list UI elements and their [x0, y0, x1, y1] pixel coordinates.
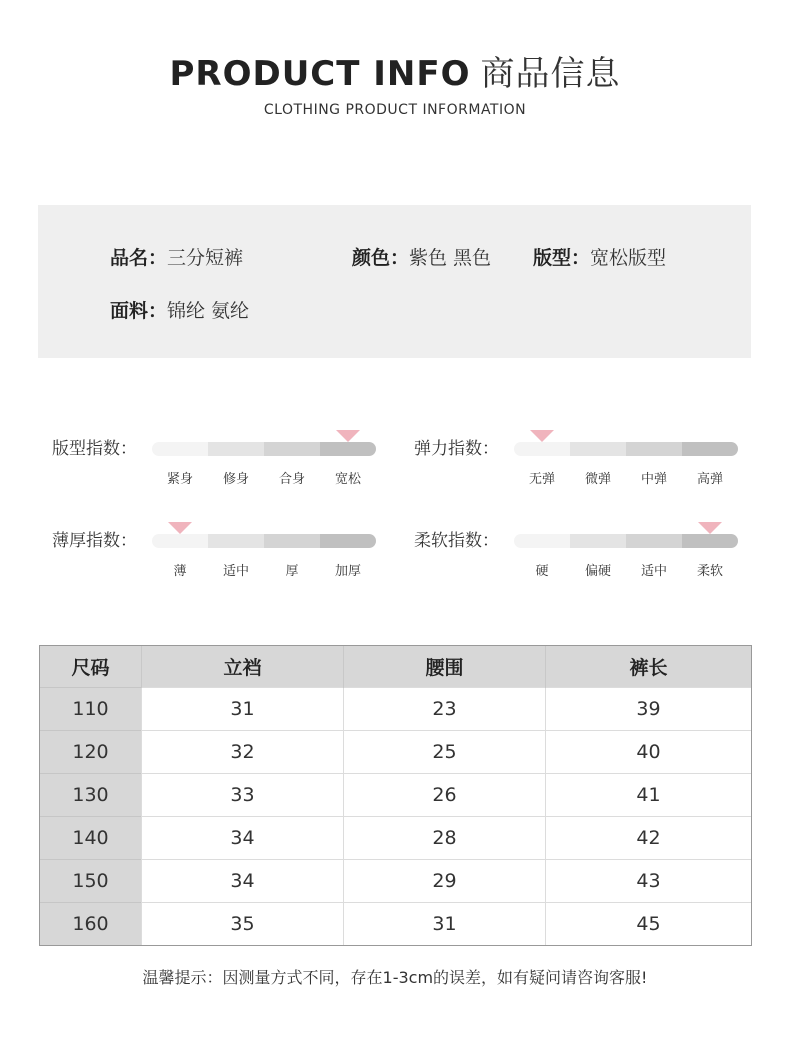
index-marker — [698, 522, 722, 534]
index-label: 柔软指数： — [414, 531, 499, 551]
table-row — [40, 903, 752, 946]
table-row — [40, 817, 752, 860]
index-bar — [514, 442, 738, 456]
table-header-row — [40, 646, 752, 688]
table-cell: 23 — [344, 688, 546, 731]
table-cell: 33 — [142, 774, 344, 817]
index-option: 偏硬 — [584, 564, 611, 579]
index-marker — [168, 522, 192, 534]
info-fit-label: 版型： — [533, 247, 591, 269]
page-title — [0, 46, 790, 95]
info-name — [110, 243, 243, 270]
table-cell: 29 — [344, 860, 546, 903]
index-marker — [530, 430, 554, 442]
title-cn: 商品信息 — [480, 54, 621, 94]
index-option: 柔软 — [696, 564, 723, 579]
page-subtitle: CLOTHING PRODUCT INFORMATION — [263, 102, 527, 118]
table-row — [40, 688, 752, 731]
index-options — [152, 560, 376, 578]
index-label: 弹力指数： — [414, 439, 499, 459]
table-cell: 34 — [142, 817, 344, 860]
table-cell: 34 — [142, 860, 344, 903]
info-color-label: 颜色： — [352, 247, 410, 269]
index-option: 加厚 — [334, 564, 361, 579]
info-color-value: 紫色 黑色 — [409, 247, 492, 269]
index-option: 无弹 — [528, 472, 555, 487]
table-cell: 32 — [142, 731, 344, 774]
header-size: 尺码 — [40, 646, 142, 688]
table-cell: 31 — [344, 903, 546, 946]
table-cell: 31 — [142, 688, 344, 731]
index-bar — [514, 534, 738, 548]
header-waist: 腰围 — [344, 646, 546, 688]
size-cell: 150 — [40, 860, 142, 903]
index-option: 宽松 — [334, 472, 361, 487]
index-option: 适中 — [640, 564, 667, 579]
size-cell: 160 — [40, 903, 142, 946]
header-length: 裤长 — [546, 646, 752, 688]
index-label: 版型指数： — [52, 439, 137, 459]
size-cell: 140 — [40, 817, 142, 860]
info-fit — [533, 243, 666, 270]
info-fabric — [110, 296, 249, 323]
index-thickness — [52, 526, 392, 586]
table-cell: 39 — [546, 688, 752, 731]
index-option: 紧身 — [166, 472, 193, 487]
table-cell: 43 — [546, 860, 752, 903]
info-fabric-value: 锦纶 氨纶 — [167, 300, 250, 322]
index-option: 薄 — [173, 564, 187, 579]
info-name-label: 品名： — [110, 247, 168, 269]
index-bar — [152, 534, 376, 548]
index-elasticity — [414, 434, 754, 494]
table-cell: 26 — [344, 774, 546, 817]
table-cell: 25 — [344, 731, 546, 774]
table-cell: 45 — [546, 903, 752, 946]
info-fabric-label: 面料： — [110, 300, 168, 322]
measurement-note: 温馨提示：因测量方式不同，存在1-3cm的误差，如有疑问请咨询客服! — [142, 968, 648, 987]
table-cell: 41 — [546, 774, 752, 817]
index-option: 硬 — [535, 564, 549, 579]
index-options — [514, 468, 738, 486]
index-option: 微弹 — [584, 472, 611, 487]
header-rise: 立裆 — [142, 646, 344, 688]
index-marker — [336, 430, 360, 442]
size-cell: 120 — [40, 731, 142, 774]
info-color — [352, 243, 491, 270]
size-table — [39, 645, 752, 946]
title-en: PRODUCT INFO — [169, 54, 471, 94]
index-option: 厚 — [285, 564, 299, 579]
index-fit — [52, 434, 392, 494]
index-option: 中弹 — [640, 472, 667, 487]
index-option: 修身 — [222, 472, 249, 487]
product-info-box — [38, 205, 751, 358]
info-name-value: 三分短裤 — [167, 247, 244, 269]
index-option: 高弹 — [696, 472, 723, 487]
table-cell: 28 — [344, 817, 546, 860]
index-options — [152, 468, 376, 486]
info-fit-value: 宽松版型 — [590, 247, 667, 269]
index-option: 合身 — [278, 472, 305, 487]
size-cell: 130 — [40, 774, 142, 817]
table-row — [40, 860, 752, 903]
index-options — [514, 560, 738, 578]
index-bar — [152, 442, 376, 456]
table-cell: 35 — [142, 903, 344, 946]
index-softness — [414, 526, 754, 586]
index-label: 薄厚指数： — [52, 531, 137, 551]
table-cell: 40 — [546, 731, 752, 774]
table-row — [40, 731, 752, 774]
index-option: 适中 — [222, 564, 249, 579]
table-cell: 42 — [546, 817, 752, 860]
size-cell: 110 — [40, 688, 142, 731]
table-row — [40, 774, 752, 817]
